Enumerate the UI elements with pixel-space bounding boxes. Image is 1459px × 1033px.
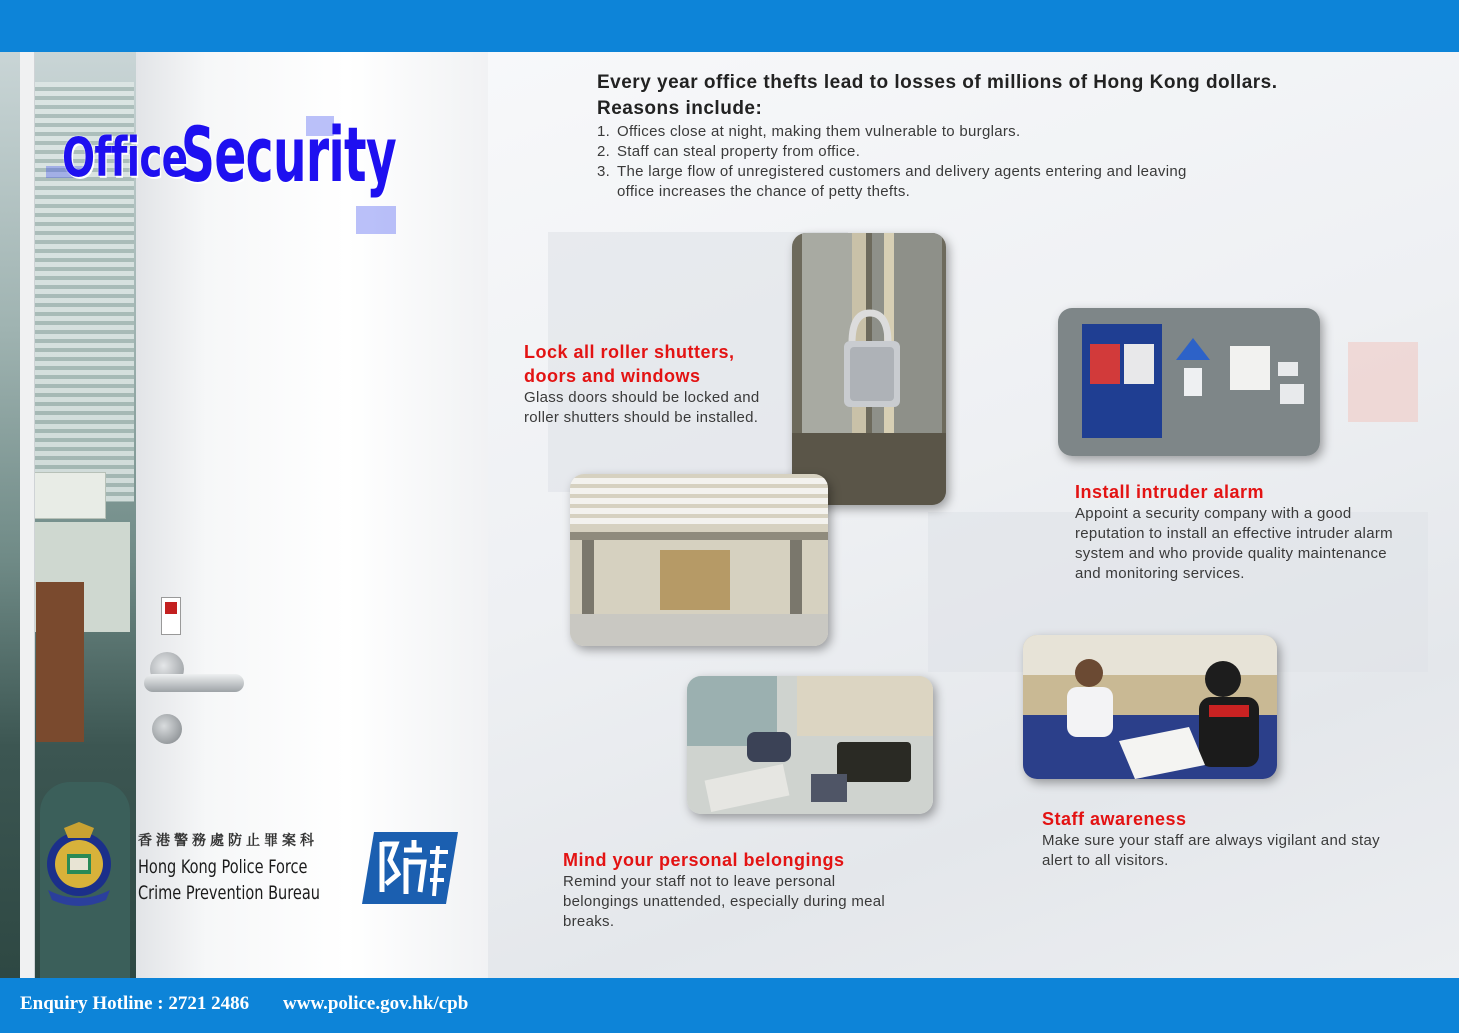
- tip-lock-shutters: [524, 340, 784, 428]
- office-printer: [34, 472, 106, 519]
- reason-text: Staff can steal property from office.: [617, 143, 861, 160]
- police-organisation-text: [138, 830, 348, 904]
- reason-number: 3.: [597, 163, 611, 180]
- door-handle-icon: [144, 674, 244, 692]
- tip-body: Make sure your staff are always vigilant and stay alert to all visitors.: [1042, 832, 1380, 869]
- intro-lead: Every year office thefts lead to losses of millions of Hong Kong dollars.: [597, 72, 1278, 93]
- intro-section: [597, 70, 1397, 202]
- faded-poster: [1348, 342, 1418, 422]
- top-banner-bar: [0, 0, 1459, 52]
- roller-shutter-photo: [570, 474, 828, 646]
- reasons-heading: Reasons include:: [597, 98, 763, 119]
- staff-at-counter-photo: [1023, 635, 1277, 779]
- reason-number: 2.: [597, 143, 611, 160]
- tip-heading: Mind your personal belongings: [563, 850, 845, 870]
- tip-body: Glass doors should be locked and roller shutters should be installed.: [524, 389, 760, 426]
- title-word-security: Security: [181, 110, 397, 199]
- reason-item: [597, 122, 1397, 142]
- door-frame: [20, 52, 35, 978]
- title-decoration: [356, 206, 396, 234]
- title-word-office: Office: [62, 126, 188, 189]
- tip-heading: Install intruder alarm: [1075, 482, 1265, 502]
- crime-prevention-bureau-logo-icon: [360, 826, 460, 910]
- door-sign-icon: [161, 597, 181, 635]
- reason-item: [597, 162, 1227, 202]
- padlocked-glass-door-photo: [792, 233, 946, 505]
- tip-personal-belongings: [563, 848, 908, 932]
- tip-heading: Lock all roller shutters, doors and windows: [524, 342, 735, 386]
- reason-item: [597, 142, 1397, 162]
- reasons-list: [597, 122, 1397, 202]
- tip-body: Remind your staff not to leave personal belongings unattended, especially during meal breaks.: [563, 873, 886, 930]
- wooden-cabinet: [36, 582, 84, 742]
- poster-title: [56, 110, 476, 246]
- tip-staff-awareness: [1042, 807, 1402, 871]
- hong-kong-police-crest-icon: [34, 820, 124, 910]
- reason-text: Offices close at night, making them vulnerable to burglars.: [617, 123, 1021, 140]
- tip-intruder-alarm: [1075, 480, 1405, 584]
- reason-text: The large flow of unregistered customers and delivery agents entering and leaving office increases the chance of petty thefts.: [617, 163, 1187, 200]
- keyhole-icon: [152, 714, 182, 744]
- tip-heading: Staff awareness: [1042, 809, 1187, 829]
- tip-body: Appoint a security company with a good reputation to install an effective intruder alarm system and who provide quality maintenance and monitoring services.: [1075, 505, 1393, 582]
- org-name-chinese: 香港警務處防止罪案科: [138, 833, 318, 849]
- wallet-on-desk-photo: [687, 676, 933, 814]
- website-link[interactable]: www.police.gov.hk/cpb: [283, 993, 469, 1014]
- reason-number: 1.: [597, 123, 611, 140]
- org-name-line1: Hong Kong Police Force: [138, 856, 308, 878]
- footer-bar: [0, 978, 1459, 1033]
- intruder-alarm-panel-photo: [1058, 308, 1320, 456]
- enquiry-hotline: Enquiry Hotline : 2721 2486: [20, 993, 250, 1014]
- org-name-line2: Crime Prevention Bureau: [138, 882, 320, 904]
